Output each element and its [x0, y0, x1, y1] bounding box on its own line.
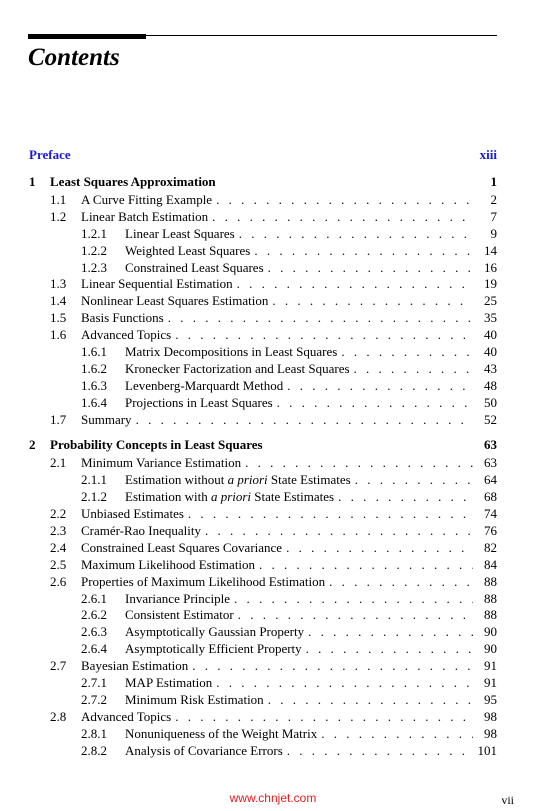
toc-section-entry[interactable] — [29, 574, 497, 591]
toc-subsection-entry[interactable] — [29, 243, 497, 260]
section-title[interactable] — [125, 472, 351, 488]
section-number: 1.2.3 — [81, 259, 107, 275]
section-page[interactable]: 35 — [484, 310, 497, 326]
section-page[interactable]: 64 — [484, 472, 497, 488]
section-page[interactable]: 82 — [484, 539, 497, 555]
section-page[interactable]: 98 — [484, 725, 497, 741]
dot-leader — [175, 709, 473, 725]
chapter-number: 2 — [29, 437, 36, 453]
section-title[interactable]: Summary — [81, 411, 132, 427]
dot-leader — [216, 192, 473, 208]
toc-section-entry[interactable] — [29, 276, 497, 293]
section-page[interactable]: 63 — [484, 455, 497, 471]
section-page[interactable]: 19 — [484, 276, 497, 292]
toc-subsection-entry[interactable] — [29, 624, 497, 641]
toc-subsection-entry[interactable] — [29, 489, 497, 506]
section-page[interactable]: 76 — [484, 523, 497, 539]
section-page[interactable]: 95 — [484, 691, 497, 707]
section-title-part: State Estimates — [267, 472, 351, 488]
section-title[interactable]: Consistent Estimator — [125, 607, 234, 623]
dot-leader — [238, 607, 473, 623]
page-title: Contents — [28, 44, 120, 71]
section-page[interactable]: 88 — [484, 607, 497, 623]
section-title[interactable]: Advanced Topics — [81, 327, 172, 343]
section-number: 1.6.4 — [81, 394, 107, 410]
section-number: 2.8.2 — [81, 742, 107, 758]
section-page[interactable]: 25 — [484, 293, 497, 309]
section-title[interactable]: Nonlinear Least Squares Estimation — [81, 293, 269, 309]
toc-section-entry[interactable] — [29, 293, 497, 310]
section-title[interactable]: A Curve Fitting Example — [81, 192, 213, 207]
dot-leader — [175, 327, 473, 343]
toc-subsection-entry[interactable] — [29, 472, 497, 489]
section-number: 1.7 — [50, 411, 67, 427]
section-page[interactable]: 52 — [484, 411, 497, 427]
dot-leader — [341, 344, 473, 360]
section-number: 1.6.2 — [81, 360, 107, 376]
section-title-italic: a priori — [210, 489, 252, 505]
dot-leader — [254, 243, 473, 259]
toc-subsection-entry[interactable] — [29, 378, 497, 395]
section-number: 2.4 — [50, 539, 67, 555]
toc-subsection-entry[interactable] — [29, 675, 497, 692]
toc-subsection-entry[interactable] — [29, 743, 497, 760]
section-page[interactable]: 90 — [484, 624, 497, 640]
dot-leader — [306, 641, 473, 657]
dot-leader — [216, 675, 473, 691]
toc-section-entry[interactable] — [29, 310, 497, 327]
section-page[interactable]: 7 — [490, 208, 497, 224]
section-number: 2.7 — [50, 658, 67, 674]
section-number: 2.7.1 — [81, 675, 107, 691]
dot-leader — [259, 557, 473, 573]
section-number: 1.6.3 — [81, 377, 107, 393]
section-title[interactable]: Weighted Least Squares — [125, 242, 251, 258]
section-number: 1.3 — [50, 276, 67, 292]
toc-subsection-entry[interactable] — [29, 692, 497, 709]
section-page[interactable]: 9 — [490, 225, 497, 241]
toc-section-entry[interactable] — [29, 523, 497, 540]
section-title[interactable]: Unbiased Estimates — [81, 506, 184, 522]
dot-leader — [212, 209, 473, 225]
section-number: 2.6.4 — [81, 641, 107, 657]
toc-section-entry[interactable] — [29, 209, 497, 226]
section-page[interactable]: 91 — [484, 675, 497, 691]
section-page[interactable]: 43 — [484, 360, 497, 376]
section-title-part: State Estimates — [251, 489, 335, 505]
dot-leader — [338, 489, 473, 505]
section-title[interactable]: Constrained Least Squares — [125, 259, 264, 275]
toc-preface-entry[interactable] — [29, 147, 497, 163]
toc-subsection-entry[interactable] — [29, 361, 497, 378]
section-page[interactable]: 40 — [484, 344, 497, 360]
preface-page[interactable]: xiii — [479, 147, 497, 162]
toc-section-entry[interactable] — [29, 658, 497, 675]
dot-leader — [234, 591, 473, 607]
dot-leader — [308, 624, 473, 640]
toc-subsection-entry[interactable] — [29, 260, 497, 277]
dot-leader — [286, 540, 473, 556]
section-number: 1.1 — [50, 192, 67, 207]
dot-leader — [355, 472, 473, 488]
section-title[interactable]: Advanced Topics — [81, 708, 172, 724]
dot-leader — [237, 276, 473, 292]
header-rule-thin — [28, 35, 497, 36]
dot-leader — [354, 361, 473, 377]
section-title[interactable]: Properties of Maximum Likelihood Estimation — [81, 573, 326, 589]
dot-leader — [268, 692, 473, 708]
chapter-page[interactable]: 63 — [484, 437, 497, 453]
chapter-page[interactable]: 1 — [490, 174, 497, 189]
section-title[interactable]: Nonuniqueness of the Weight Matrix — [125, 725, 318, 741]
section-title[interactable]: Kronecker Factorization and Least Squares — [125, 360, 350, 376]
toc-subsection-entry[interactable] — [29, 641, 497, 658]
section-page[interactable]: 48 — [484, 377, 497, 393]
toc-section-entry[interactable] — [29, 412, 497, 429]
preface-title[interactable]: Preface — [29, 147, 71, 162]
dot-leader — [136, 412, 473, 428]
dot-leader — [205, 523, 473, 539]
toc-section-entry[interactable] — [29, 540, 497, 557]
dot-leader — [268, 260, 473, 276]
section-title[interactable]: Minimum Risk Estimation — [125, 691, 264, 707]
section-title-part: Estimation with — [125, 489, 211, 505]
section-title[interactable]: Minimum Variance Estimation — [81, 455, 242, 471]
section-number: 2.6.1 — [81, 590, 107, 606]
section-number: 2.8 — [50, 708, 67, 724]
toc-section-entry[interactable] — [29, 557, 497, 574]
section-number: 1.2.2 — [81, 242, 107, 258]
toc-chapter-entry[interactable] — [29, 174, 497, 192]
section-number: 2.1.2 — [81, 489, 107, 505]
section-number: 2.6 — [50, 573, 67, 589]
section-title[interactable]: Invariance Principle — [125, 590, 231, 606]
section-page[interactable]: 91 — [484, 658, 497, 674]
section-title[interactable]: Asymptotically Efficient Property — [125, 641, 302, 657]
toc-subsection-entry[interactable] — [29, 226, 497, 243]
toc-subsection-entry[interactable] — [29, 591, 497, 608]
section-number: 2.2 — [50, 506, 67, 522]
section-page[interactable]: 88 — [484, 573, 497, 589]
section-number: 2.1.1 — [81, 472, 107, 488]
toc-section-entry[interactable] — [29, 327, 497, 344]
section-title[interactable]: Cramér-Rao Inequality — [81, 523, 201, 539]
dot-leader — [287, 743, 473, 759]
section-number: 1.2 — [50, 208, 67, 224]
watermark-url: www.chnjet.com — [229, 791, 317, 805]
section-number: 2.8.1 — [81, 725, 107, 741]
dot-leader — [168, 310, 473, 326]
section-title[interactable]: Maximum Likelihood Estimation — [81, 556, 256, 572]
chapter-title[interactable]: Least Squares Approximation — [50, 174, 216, 189]
section-title-part: Estimation without — [125, 472, 228, 488]
toc-section-entry[interactable] — [29, 506, 497, 523]
section-title[interactable]: Bayesian Estimation — [81, 658, 189, 674]
section-page[interactable]: 84 — [484, 556, 497, 572]
section-number: 1.6 — [50, 327, 67, 343]
dot-leader — [272, 293, 473, 309]
section-title[interactable]: Matrix Decompositions in Least Squares — [125, 344, 338, 360]
dot-leader — [239, 226, 473, 242]
section-page[interactable]: 90 — [484, 641, 497, 657]
section-title[interactable]: Linear Sequential Estimation — [81, 276, 233, 292]
section-page[interactable]: 88 — [484, 590, 497, 606]
section-title[interactable]: Analysis of Covariance Errors — [125, 742, 283, 758]
chapter-title[interactable]: Probability Concepts in Least Squares — [50, 437, 263, 453]
section-number: 2.3 — [50, 523, 67, 539]
chapter-block — [29, 174, 497, 428]
section-page[interactable]: 16 — [484, 259, 497, 275]
toc-subsection-entry[interactable] — [29, 726, 497, 743]
dot-leader — [277, 395, 473, 411]
section-number: 1.5 — [50, 310, 67, 326]
page-number: vii — [501, 793, 514, 807]
section-number: 2.1 — [50, 455, 67, 471]
section-page[interactable]: 101 — [477, 742, 497, 758]
table-of-contents — [29, 174, 497, 769]
toc-section-entry[interactable] — [29, 709, 497, 726]
section-title-italic: a priori — [227, 472, 268, 488]
toc-chapter-entry[interactable] — [29, 437, 497, 455]
dot-leader — [188, 506, 473, 522]
section-title[interactable]: Basis Functions — [81, 310, 164, 326]
dot-leader — [287, 378, 473, 394]
section-number: 2.7.2 — [81, 691, 107, 707]
dot-leader — [329, 574, 473, 590]
section-title[interactable]: Levenberg-Marquardt Method — [125, 377, 284, 393]
section-number: 2.6.3 — [81, 624, 107, 640]
toc-section-entry[interactable] — [29, 455, 497, 472]
section-page[interactable]: 2 — [490, 192, 497, 207]
dot-leader — [321, 726, 473, 742]
chapter-block — [29, 437, 497, 759]
toc-subsection-entry[interactable] — [29, 607, 497, 624]
dot-leader — [192, 658, 473, 674]
dot-leader — [245, 455, 473, 471]
section-page[interactable]: 98 — [484, 708, 497, 724]
section-number: 2.5 — [50, 556, 67, 572]
section-number: 1.4 — [50, 293, 67, 309]
toc-subsection-entry[interactable] — [29, 344, 497, 361]
section-page[interactable]: 40 — [484, 327, 497, 343]
section-page[interactable]: 74 — [484, 506, 497, 522]
section-page[interactable]: 50 — [484, 394, 497, 410]
toc-subsection-entry[interactable] — [29, 395, 497, 412]
section-number: 1.2.1 — [81, 225, 107, 241]
section-title[interactable]: Constrained Least Squares Covariance — [81, 539, 283, 555]
section-page[interactable]: 14 — [484, 242, 497, 258]
section-title[interactable]: MAP Estimation — [125, 675, 213, 691]
section-number: 1.6.1 — [81, 344, 107, 360]
toc-section-entry[interactable] — [29, 192, 497, 209]
section-number: 2.6.2 — [81, 607, 107, 623]
section-title[interactable] — [125, 489, 334, 505]
section-title[interactable]: Linear Least Squares — [125, 225, 235, 241]
chapter-number: 1 — [29, 174, 36, 189]
section-title[interactable]: Linear Batch Estimation — [81, 208, 209, 224]
section-title[interactable]: Asymptotically Gaussian Property — [125, 624, 305, 640]
section-page[interactable]: 68 — [484, 489, 497, 505]
section-title[interactable]: Projections in Least Squares — [125, 394, 273, 410]
